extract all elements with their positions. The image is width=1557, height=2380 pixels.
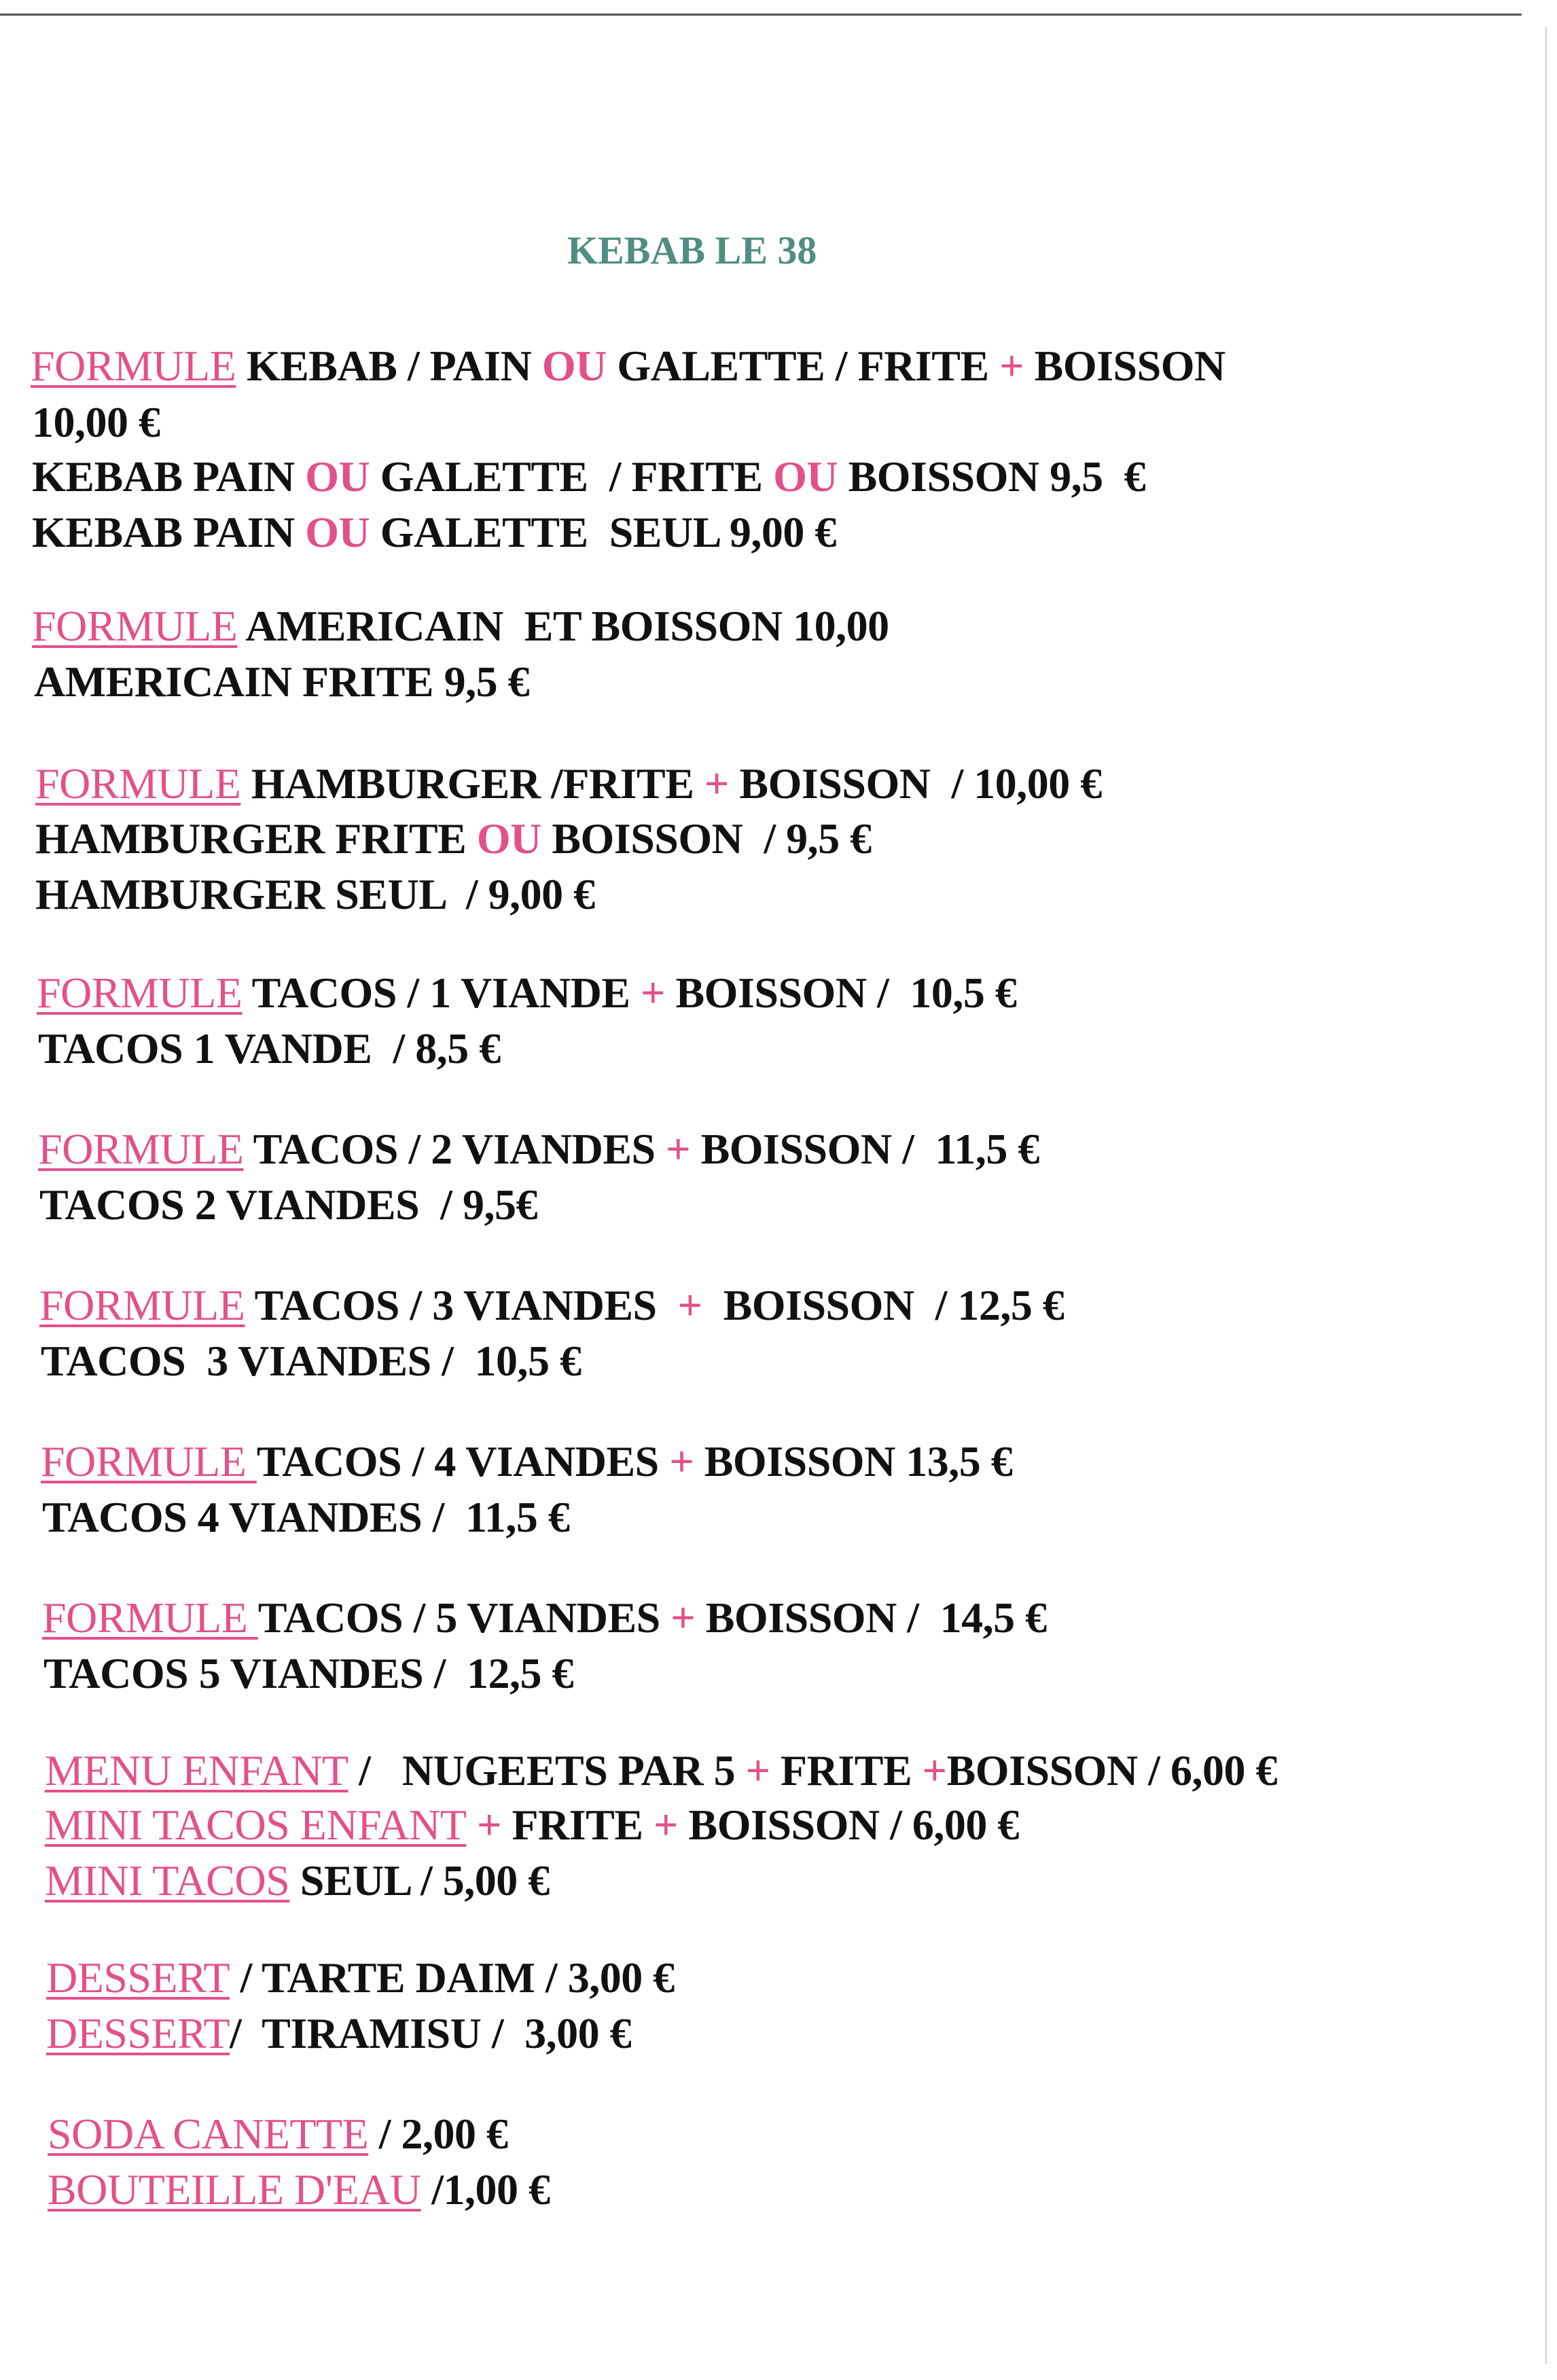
category-label: FORMULE bbox=[41, 1437, 257, 1485]
menu-line bbox=[32, 508, 836, 556]
menu-line bbox=[42, 1593, 1047, 1642]
category-label: DESSERT bbox=[46, 1953, 230, 2002]
connector-word: + bbox=[999, 342, 1024, 390]
item-text: FRITE bbox=[770, 1746, 923, 1795]
category-label: FORMULE bbox=[38, 1125, 244, 1173]
item-text: AMERICAIN FRITE 9,5 € bbox=[34, 657, 530, 706]
menu-line bbox=[45, 1803, 1019, 1847]
menu-line bbox=[41, 1437, 1013, 1485]
category-label: SODA CANETTE bbox=[48, 2110, 369, 2158]
category-label: MENU ENFANT bbox=[45, 1746, 348, 1795]
connector-word: OU bbox=[305, 508, 370, 556]
item-text: BOISSON / 11,5 € bbox=[690, 1125, 1039, 1173]
item-text: GALETTE / FRITE bbox=[606, 342, 1000, 390]
item-text: KEBAB PAIN bbox=[32, 508, 306, 556]
category-label: MINI TACOS bbox=[45, 1856, 290, 1905]
connector-word: + bbox=[666, 1125, 691, 1173]
connector-word: + bbox=[476, 1801, 501, 1849]
item-text: BOISSON / 10,00 € bbox=[728, 759, 1102, 808]
category-label: BOUTEILLE D'EAU bbox=[48, 2165, 421, 2214]
connector-word: + bbox=[670, 1593, 696, 1642]
menu-line bbox=[38, 1125, 1039, 1173]
item-text: FRITE bbox=[501, 1801, 654, 1849]
menu-line bbox=[45, 1856, 550, 1905]
connector-word: + bbox=[745, 1746, 770, 1795]
menu-line bbox=[32, 602, 889, 650]
right-border bbox=[1545, 27, 1547, 2364]
menu-line bbox=[35, 814, 872, 863]
menu-line bbox=[48, 2165, 550, 2214]
item-text bbox=[466, 1801, 477, 1849]
menu-line bbox=[39, 1180, 537, 1229]
item-text: TACOS / 5 VIANDES bbox=[257, 1593, 671, 1642]
item-text: 10,00 € bbox=[32, 398, 160, 446]
menu-line bbox=[46, 2009, 632, 2057]
connector-word: + bbox=[677, 1281, 702, 1329]
item-text: HAMBURGER SEUL / 9,00 € bbox=[35, 870, 595, 918]
item-text: TACOS / 1 VIANDE bbox=[242, 969, 641, 1017]
item-text: BOISSON 13,5 € bbox=[694, 1437, 1013, 1485]
item-text: BOISSON bbox=[1024, 342, 1225, 390]
item-text: KEBAB / PAIN bbox=[236, 342, 542, 390]
item-text: TACOS / 4 VIANDES bbox=[256, 1437, 670, 1485]
connector-word: + bbox=[654, 1801, 678, 1849]
item-text: / TARTE DAIM / 3,00 € bbox=[230, 1953, 675, 2002]
menu-line bbox=[45, 1746, 1277, 1795]
item-text: BOISSON / 9,5 € bbox=[541, 814, 872, 863]
item-text: SEUL / 5,00 € bbox=[289, 1856, 550, 1905]
connector-word: OU bbox=[541, 342, 607, 390]
connector-word: + bbox=[704, 759, 729, 808]
item-text: KEBAB PAIN bbox=[32, 452, 306, 501]
menu-line bbox=[38, 1024, 501, 1072]
item-text: TACOS / 2 VIANDES bbox=[243, 1125, 666, 1173]
category-label: FORMULE bbox=[39, 1281, 245, 1329]
item-text: BOISSON / 12,5 € bbox=[702, 1281, 1064, 1329]
menu-line bbox=[41, 1339, 581, 1383]
item-text: BOISSON / 6,00 € bbox=[678, 1801, 1019, 1849]
item-text: TACOS / 3 VIANDES bbox=[245, 1281, 678, 1329]
item-text: AMERICAIN ET BOISSON 10,00 bbox=[237, 602, 889, 650]
item-text: TACOS 5 VIANDES / 12,5 € bbox=[43, 1649, 573, 1697]
item-text: GALETTE SEUL 9,00 € bbox=[370, 508, 836, 556]
item-text: BOISSON / 14,5 € bbox=[695, 1593, 1047, 1642]
item-text: TACOS 1 VANDE / 8,5 € bbox=[38, 1024, 501, 1072]
category-label: FORMULE bbox=[35, 759, 241, 808]
category-label: FORMULE bbox=[42, 1593, 258, 1642]
menu-line bbox=[46, 1953, 675, 2002]
item-text: TACOS 4 VIANDES / 11,5 € bbox=[42, 1493, 570, 1541]
item-text: TACOS 2 VIANDES / 9,5€ bbox=[39, 1180, 537, 1229]
item-text: BOISSON / 10,5 € bbox=[664, 969, 1017, 1017]
menu-line bbox=[32, 452, 1146, 501]
item-text: / 2,00 € bbox=[368, 2110, 508, 2158]
item-text: HAMBURGER FRITE bbox=[35, 814, 477, 863]
menu-line bbox=[48, 2112, 508, 2156]
item-text: TACOS 3 VIANDES / 10,5 € bbox=[41, 1337, 581, 1385]
connector-word: OU bbox=[476, 814, 541, 863]
connector-word: + bbox=[669, 1437, 694, 1485]
menu-line bbox=[31, 344, 1225, 388]
connector-word: + bbox=[922, 1746, 947, 1795]
category-label: DESSERT bbox=[46, 2009, 230, 2057]
item-text: BOISSON 9,5 € bbox=[838, 452, 1146, 501]
menu-line bbox=[35, 759, 1102, 808]
item-text: / TIRAMISU / 3,00 € bbox=[230, 2009, 632, 2057]
menu-line bbox=[34, 657, 530, 706]
item-text: /1,00 € bbox=[420, 2165, 550, 2214]
item-text: / NUGEETS PAR 5 bbox=[348, 1746, 746, 1795]
menu-line bbox=[32, 398, 160, 446]
item-text: GALETTE / FRITE bbox=[370, 452, 774, 501]
menu-line bbox=[43, 1649, 573, 1697]
connector-word: OU bbox=[305, 452, 370, 501]
item-text: BOISSON / 6,00 € bbox=[946, 1746, 1277, 1795]
menu-line bbox=[39, 1281, 1064, 1329]
item-text: HAMBURGER /FRITE bbox=[240, 759, 704, 808]
category-label: FORMULE bbox=[31, 342, 236, 390]
category-label: FORMULE bbox=[32, 602, 238, 650]
menu-line bbox=[35, 870, 595, 918]
menu-title: KEBAB LE 38 bbox=[567, 228, 817, 272]
connector-word: + bbox=[641, 969, 665, 1017]
top-border bbox=[0, 14, 1522, 16]
menu-line bbox=[37, 971, 1016, 1015]
category-label: MINI TACOS ENFANT bbox=[45, 1801, 467, 1849]
connector-word: OU bbox=[773, 452, 838, 501]
category-label: FORMULE bbox=[37, 969, 243, 1017]
menu-line bbox=[42, 1493, 570, 1541]
